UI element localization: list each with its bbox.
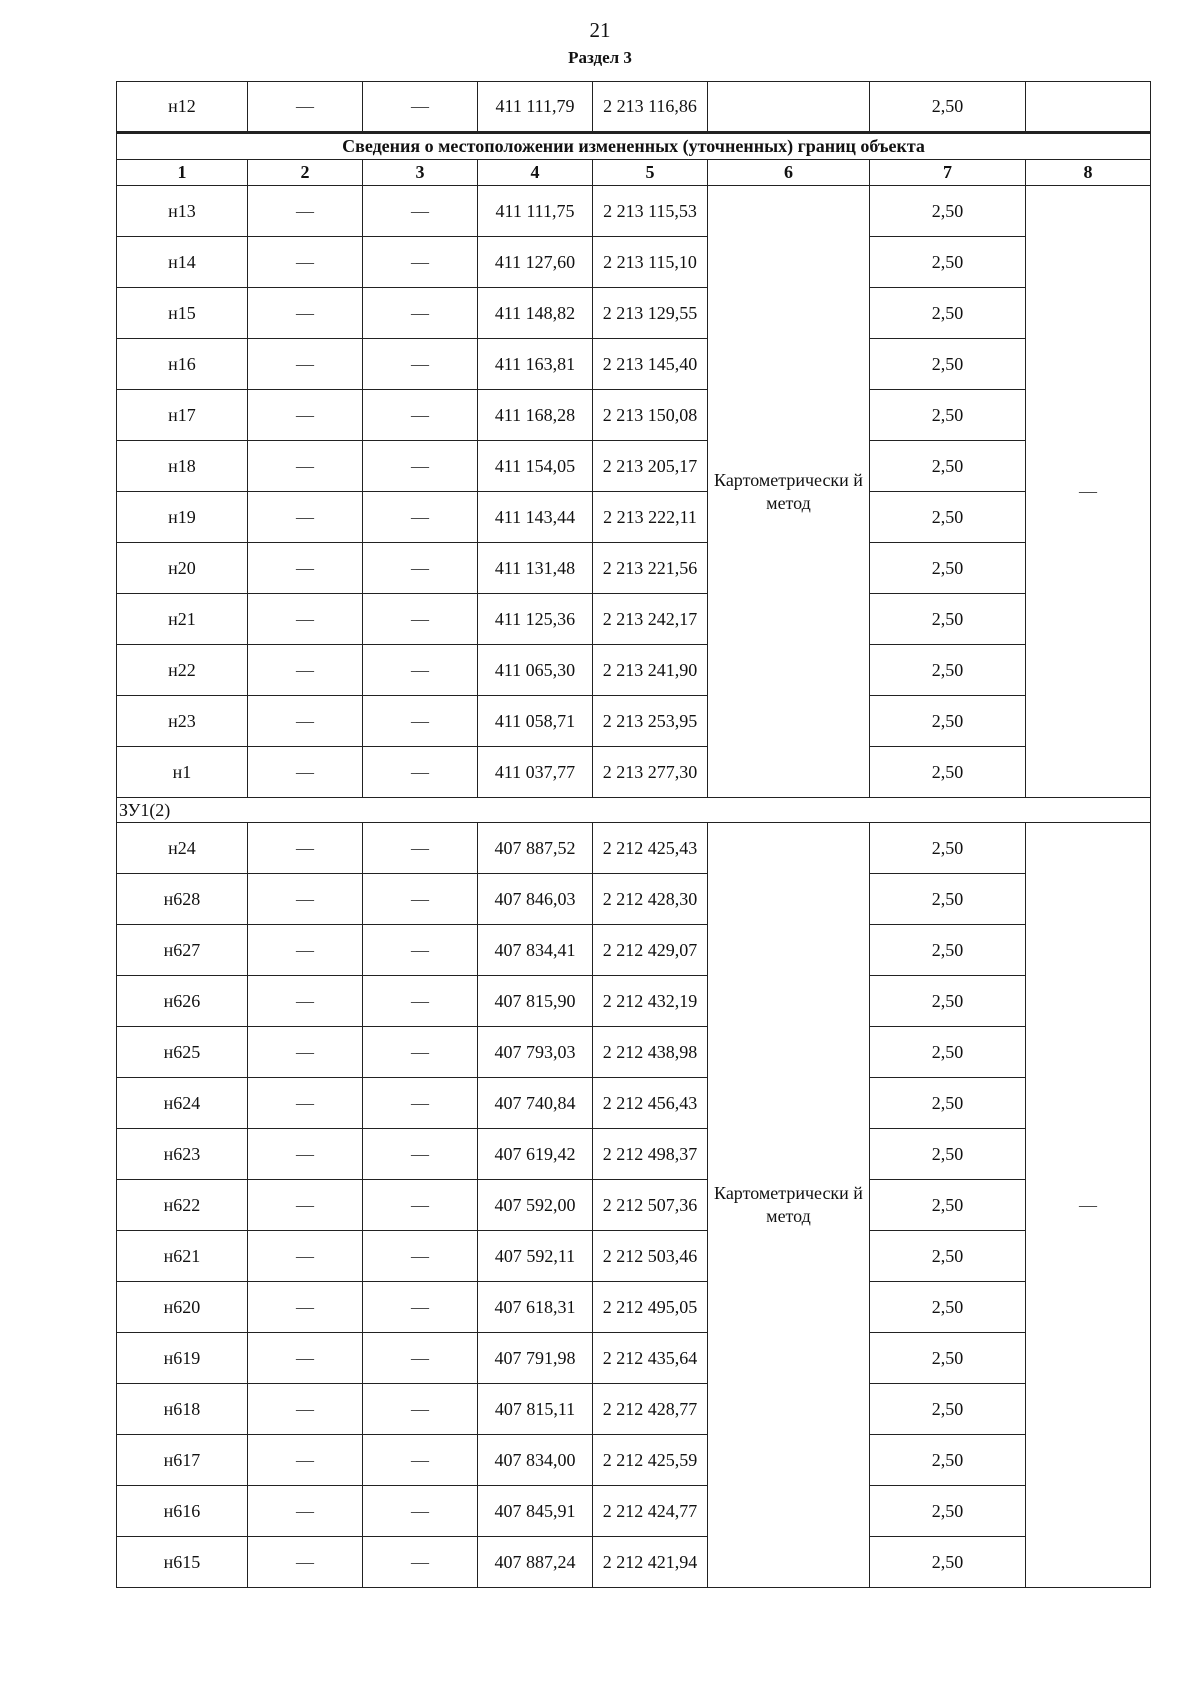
table-row (117, 1435, 1151, 1486)
col3-cell: — (363, 1435, 478, 1486)
table-row (117, 594, 1151, 645)
point-cell: н618 (117, 1384, 248, 1435)
col3-cell: — (363, 390, 478, 441)
point-cell: н17 (117, 390, 248, 441)
col3-cell: — (363, 339, 478, 390)
col2-cell: — (248, 976, 363, 1027)
table-row (117, 1027, 1151, 1078)
col3-cell: — (363, 1129, 478, 1180)
y-cell: 2 212 435,64 (593, 1333, 708, 1384)
col3-cell: — (363, 747, 478, 798)
col2-cell: — (248, 1537, 363, 1588)
col2-cell: — (248, 925, 363, 976)
col3-cell: — (363, 1333, 478, 1384)
method-cell (708, 186, 870, 798)
col3-cell: — (363, 645, 478, 696)
x-cell: 411 131,48 (478, 543, 593, 594)
table-row (117, 543, 1151, 594)
table-row (117, 925, 1151, 976)
x-cell: 411 127,60 (478, 237, 593, 288)
point-cell: н20 (117, 543, 248, 594)
table-caption: Сведения о местоположении измененных (уточненных) границ объекта (117, 133, 1151, 160)
col3-cell: — (363, 1537, 478, 1588)
table-row (117, 823, 1151, 874)
point-cell: н624 (117, 1078, 248, 1129)
column-header: 6 (708, 160, 870, 186)
col2-cell: — (248, 1384, 363, 1435)
method-text: Картометрически й метод (714, 1183, 863, 1226)
table-row (117, 1333, 1151, 1384)
accuracy-cell: 2,50 (870, 1078, 1026, 1129)
accuracy-cell: 2,50 (870, 1180, 1026, 1231)
col2-cell: — (248, 645, 363, 696)
col3-cell: — (363, 823, 478, 874)
method-cell (708, 82, 870, 133)
y-cell: 2 213 241,90 (593, 645, 708, 696)
col3-cell: — (363, 441, 478, 492)
accuracy-cell: 2,50 (870, 1435, 1026, 1486)
y-cell: 2 212 421,94 (593, 1537, 708, 1588)
col3-cell: — (363, 1027, 478, 1078)
column-header: 2 (248, 160, 363, 186)
group-label-row (117, 798, 1151, 823)
table-row (117, 696, 1151, 747)
col2-cell: — (248, 747, 363, 798)
y-cell: 2 213 222,11 (593, 492, 708, 543)
point-cell: н615 (117, 1537, 248, 1588)
accuracy-cell: 2,50 (870, 1282, 1026, 1333)
point-cell: н623 (117, 1129, 248, 1180)
point-cell: н627 (117, 925, 248, 976)
point-cell: н24 (117, 823, 248, 874)
col2-cell: — (248, 696, 363, 747)
point-cell: н18 (117, 441, 248, 492)
y-cell: 2 212 498,37 (593, 1129, 708, 1180)
accuracy-cell: 2,50 (870, 82, 1026, 133)
col3-cell: — (363, 1180, 478, 1231)
y-cell: 2 213 145,40 (593, 339, 708, 390)
col3-cell: — (363, 543, 478, 594)
col2-cell: — (248, 492, 363, 543)
col2-cell: — (248, 82, 363, 133)
point-cell: н620 (117, 1282, 248, 1333)
method-text: Картометрически й метод (714, 469, 863, 513)
y-cell: 2 213 277,30 (593, 747, 708, 798)
y-cell: 2 212 503,46 (593, 1231, 708, 1282)
column-header: 3 (363, 160, 478, 186)
header-row (117, 160, 1151, 186)
y-cell: 2 212 428,30 (593, 874, 708, 925)
table-row (117, 186, 1151, 237)
accuracy-cell: 2,50 (870, 237, 1026, 288)
y-cell: 2 213 115,53 (593, 186, 708, 237)
col3-cell: — (363, 976, 478, 1027)
table-row (117, 1486, 1151, 1537)
accuracy-cell: 2,50 (870, 976, 1026, 1027)
col2-cell: — (248, 1435, 363, 1486)
y-cell: 2 212 428,77 (593, 1384, 708, 1435)
table-row (117, 1384, 1151, 1435)
y-cell: 2 212 456,43 (593, 1078, 708, 1129)
accuracy-cell: 2,50 (870, 441, 1026, 492)
accuracy-cell: 2,50 (870, 288, 1026, 339)
accuracy-cell: 2,50 (870, 1027, 1026, 1078)
point-cell: н616 (117, 1486, 248, 1537)
point-cell: н621 (117, 1231, 248, 1282)
col2-cell: — (248, 339, 363, 390)
x-cell: 407 834,41 (478, 925, 593, 976)
accuracy-cell: 2,50 (870, 645, 1026, 696)
x-cell: 407 845,91 (478, 1486, 593, 1537)
y-cell: 2 212 424,77 (593, 1486, 708, 1537)
point-cell: н22 (117, 645, 248, 696)
table-row (117, 1537, 1151, 1588)
accuracy-cell: 2,50 (870, 823, 1026, 874)
point-cell: н626 (117, 976, 248, 1027)
col3-cell: — (363, 1078, 478, 1129)
accuracy-cell: 2,50 (870, 1384, 1026, 1435)
col2-cell: — (248, 288, 363, 339)
col3-cell: — (363, 925, 478, 976)
table-row (117, 82, 1151, 133)
note-cell: — (1026, 186, 1151, 798)
x-cell: 411 154,05 (478, 441, 593, 492)
x-cell: 411 058,71 (478, 696, 593, 747)
table-row (117, 1078, 1151, 1129)
y-cell: 2 213 253,95 (593, 696, 708, 747)
table-row (117, 288, 1151, 339)
col2-cell: — (248, 1129, 363, 1180)
col3-cell: — (363, 1231, 478, 1282)
point-cell: н617 (117, 1435, 248, 1486)
x-cell: 407 592,00 (478, 1180, 593, 1231)
accuracy-cell: 2,50 (870, 1333, 1026, 1384)
x-cell: 411 168,28 (478, 390, 593, 441)
point-cell: н16 (117, 339, 248, 390)
table-row (117, 976, 1151, 1027)
table-row (117, 645, 1151, 696)
column-header: 4 (478, 160, 593, 186)
column-header: 5 (593, 160, 708, 186)
col3-cell: — (363, 492, 478, 543)
col2-cell: — (248, 1486, 363, 1537)
col3-cell: — (363, 186, 478, 237)
table-row (117, 237, 1151, 288)
col2-cell: — (248, 186, 363, 237)
col3-cell: — (363, 594, 478, 645)
y-cell: 2 213 242,17 (593, 594, 708, 645)
col2-cell: — (248, 874, 363, 925)
col2-cell: — (248, 1231, 363, 1282)
point-cell: н625 (117, 1027, 248, 1078)
x-cell: 407 846,03 (478, 874, 593, 925)
col2-cell: — (248, 237, 363, 288)
x-cell: 407 592,11 (478, 1231, 593, 1282)
x-cell: 407 815,11 (478, 1384, 593, 1435)
accuracy-cell: 2,50 (870, 874, 1026, 925)
accuracy-cell: 2,50 (870, 747, 1026, 798)
x-cell: 411 143,44 (478, 492, 593, 543)
table-row (117, 441, 1151, 492)
y-cell: 2 212 495,05 (593, 1282, 708, 1333)
point-cell: н23 (117, 696, 248, 747)
col2-cell: — (248, 390, 363, 441)
accuracy-cell: 2,50 (870, 1129, 1026, 1180)
y-cell: 2 213 116,86 (593, 82, 708, 133)
col2-cell: — (248, 1333, 363, 1384)
table-row (117, 339, 1151, 390)
column-header: 1 (117, 160, 248, 186)
note-cell: — (1026, 823, 1151, 1588)
x-cell: 411 065,30 (478, 645, 593, 696)
col2-cell: — (248, 1027, 363, 1078)
y-cell: 2 212 432,19 (593, 976, 708, 1027)
col2-cell: — (248, 1180, 363, 1231)
x-cell: 411 111,75 (478, 186, 593, 237)
table-row (117, 1180, 1151, 1231)
accuracy-cell: 2,50 (870, 925, 1026, 976)
accuracy-cell: 2,50 (870, 492, 1026, 543)
col3-cell: — (363, 696, 478, 747)
col3-cell: — (363, 288, 478, 339)
x-cell: 407 834,00 (478, 1435, 593, 1486)
x-cell: 407 887,24 (478, 1537, 593, 1588)
x-cell: 407 815,90 (478, 976, 593, 1027)
col2-cell: — (248, 594, 363, 645)
column-header: 7 (870, 160, 1026, 186)
table-row (117, 1282, 1151, 1333)
note-cell (1026, 82, 1151, 133)
x-cell: 411 037,77 (478, 747, 593, 798)
caption-row (117, 133, 1151, 160)
point-cell: н19 (117, 492, 248, 543)
x-cell: 407 619,42 (478, 1129, 593, 1180)
y-cell: 2 212 438,98 (593, 1027, 708, 1078)
col3-cell: — (363, 1282, 478, 1333)
coordinates-table (116, 81, 1151, 1588)
col2-cell: — (248, 1282, 363, 1333)
y-cell: 2 212 429,07 (593, 925, 708, 976)
accuracy-cell: 2,50 (870, 339, 1026, 390)
accuracy-cell: 2,50 (870, 696, 1026, 747)
y-cell: 2 213 115,10 (593, 237, 708, 288)
accuracy-cell: 2,50 (870, 594, 1026, 645)
y-cell: 2 213 150,08 (593, 390, 708, 441)
y-cell: 2 213 129,55 (593, 288, 708, 339)
col3-cell: — (363, 237, 478, 288)
col2-cell: — (248, 441, 363, 492)
table-row (117, 747, 1151, 798)
point-cell: н1 (117, 747, 248, 798)
col3-cell: — (363, 1486, 478, 1537)
col2-cell: — (248, 1078, 363, 1129)
x-cell: 407 793,03 (478, 1027, 593, 1078)
x-cell: 407 791,98 (478, 1333, 593, 1384)
x-cell: 411 148,82 (478, 288, 593, 339)
point-cell: н14 (117, 237, 248, 288)
col3-cell: — (363, 1384, 478, 1435)
y-cell: 2 212 425,59 (593, 1435, 708, 1486)
point-cell: н12 (117, 82, 248, 133)
column-header: 8 (1026, 160, 1151, 186)
x-cell: 411 111,79 (478, 82, 593, 133)
y-cell: 2 213 205,17 (593, 441, 708, 492)
point-cell: н622 (117, 1180, 248, 1231)
point-cell: н13 (117, 186, 248, 237)
method-cell (708, 823, 870, 1588)
point-cell: н21 (117, 594, 248, 645)
accuracy-cell: 2,50 (870, 1537, 1026, 1588)
accuracy-cell: 2,50 (870, 1231, 1026, 1282)
section-title: Раздел 3 (568, 48, 632, 67)
col3-cell: — (363, 82, 478, 133)
table-row (117, 390, 1151, 441)
col2-cell: — (248, 823, 363, 874)
table-row (117, 492, 1151, 543)
table-row (117, 874, 1151, 925)
x-cell: 407 887,52 (478, 823, 593, 874)
table-row (117, 1129, 1151, 1180)
accuracy-cell: 2,50 (870, 390, 1026, 441)
point-cell: н15 (117, 288, 248, 339)
table-row (117, 1231, 1151, 1282)
x-cell: 411 163,81 (478, 339, 593, 390)
x-cell: 411 125,36 (478, 594, 593, 645)
y-cell: 2 212 425,43 (593, 823, 708, 874)
x-cell: 407 740,84 (478, 1078, 593, 1129)
col3-cell: — (363, 874, 478, 925)
group-label: ЗУ1(2) (117, 798, 1151, 823)
y-cell: 2 212 507,36 (593, 1180, 708, 1231)
accuracy-cell: 2,50 (870, 1486, 1026, 1537)
accuracy-cell: 2,50 (870, 543, 1026, 594)
y-cell: 2 213 221,56 (593, 543, 708, 594)
page-number: 21 (589, 18, 611, 42)
accuracy-cell: 2,50 (870, 186, 1026, 237)
point-cell: н619 (117, 1333, 248, 1384)
x-cell: 407 618,31 (478, 1282, 593, 1333)
point-cell: н628 (117, 874, 248, 925)
col2-cell: — (248, 543, 363, 594)
